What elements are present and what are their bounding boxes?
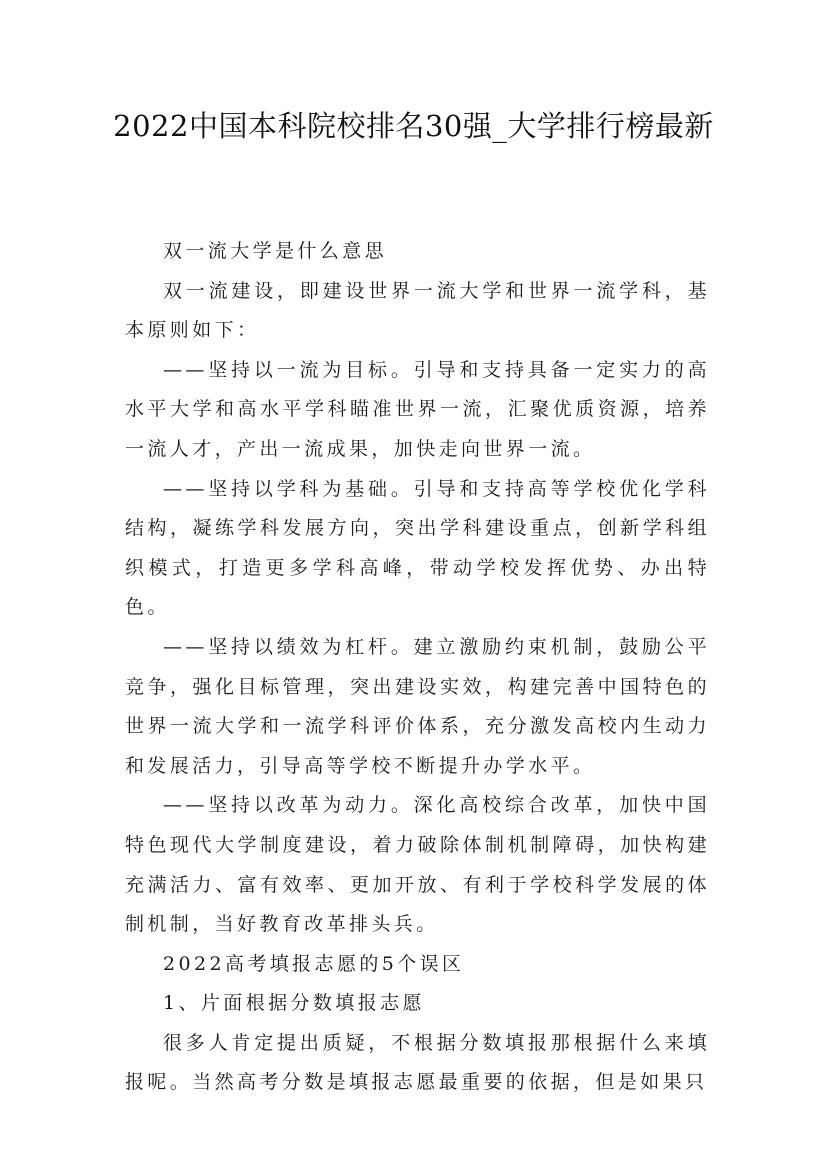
paragraph-misconception-1-body: 很多人肯定提出质疑，不根据分数填报那根据什么来填报呢。当然高考分数是填报志愿最重要的依据，但是如果只: [125, 1031, 710, 1094]
paragraph-misconception-1-title: 1、片面根据分数填报志愿: [163, 992, 425, 1015]
paragraph-heading-misconceptions: 2022高考填报志愿的5个误区: [163, 952, 465, 975]
paragraph-intro: 双一流建设，即建设世界一流大学和世界一流学科，基本原则如下：: [125, 279, 710, 342]
document-body: [125, 232, 710, 1103]
paragraph-principle-discipline: ——坚持以学科为基础。引导和支持高等学校优化学科结构，凝练学科发展方向，突出学科建设重点，创新学科组织模式，打造更多学科高峰，带动学校发挥优势、办出特色。: [125, 477, 710, 619]
paragraph-heading-double-first-class: 双一流大学是什么意思: [163, 240, 388, 262]
document-title: 2022中国本科院校排名30强_大学排行榜最新: [113, 109, 714, 143]
paragraph-principle-reform: ——坚持以改革为动力。深化高校综合改革，加快中国特色现代大学制度建设，着力破除体制机制障碍，加快构建充满活力、富有效率、更加开放、有利于学校科学发展的体制机制，当好教育改革排头兵。: [125, 794, 710, 936]
paragraph-principle-goal: ——坚持以一流为目标。引导和支持具备一定实力的高水平大学和高水平学科瞄准世界一流，汇聚优质资源，培养一流人才，产出一流成果，加快走向世界一流。: [125, 358, 710, 460]
paragraph-principle-performance: ——坚持以绩效为杠杆。建立激励约束机制，鼓励公平竞争，强化目标管理，突出建设实效，构建完善中国特色的世界一流大学和一流学科评价体系，充分激发高校内生动力和发展活力，引导高等学校不断提升办学水平。: [125, 635, 710, 777]
